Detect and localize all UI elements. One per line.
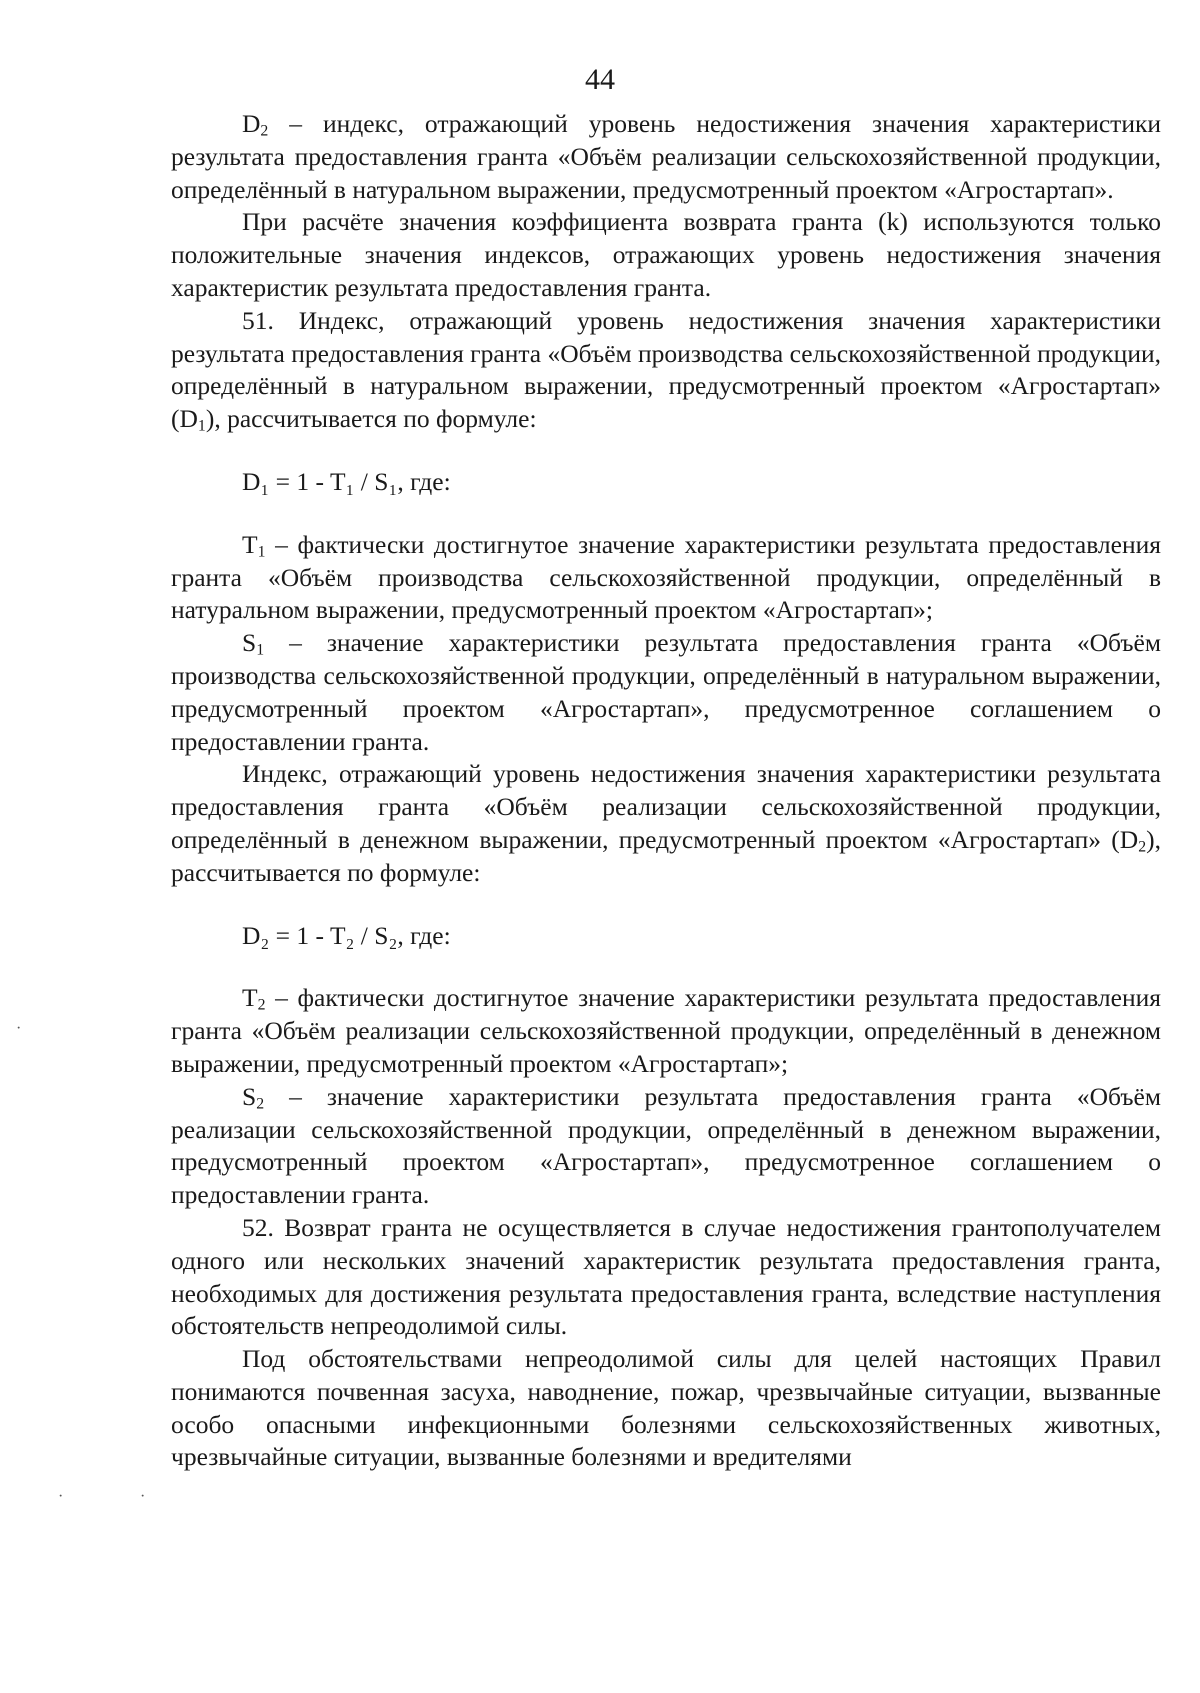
paragraph-lead-subscript: 1 (256, 641, 265, 659)
paragraph-lead: S (242, 628, 257, 658)
paragraph-s1-definition (171, 627, 1161, 758)
formula-d2: D₂ = 1 - T₂ / S₂, где: (242, 920, 451, 950)
paragraph-lead: T (242, 983, 258, 1013)
document-body (171, 108, 1161, 1474)
scan-speck: · (16, 1020, 22, 1037)
paragraph-51 (171, 305, 1161, 436)
formula-d1: D₁ = 1 - T₁ / S₁, где: (242, 466, 451, 496)
paragraph-t2-definition (171, 982, 1161, 1080)
paragraph-text: Под обстоятельствами непреодолимой силы для целей настоящих Правил понимаются почвенная засуха, наводнение, пожар, чрезвычайные ситуации, вызванные особо опасными инфекционными болезнями сельскохозяйственных животных, чрезвычайные ситуации, вызванные болезнями и вредителями (171, 1344, 1161, 1472)
scan-speck: · (58, 1488, 64, 1505)
paragraph-text: 52. Возврат гранта не осуществляется в случае недостижения грантополучателем одного или нескольких значений характеристик результата предоставления гранта, необходимых для достижения результата предоставления гранта, вследствие наступления обстоятельств непреодолимой силы. (171, 1212, 1161, 1341)
paragraph-positive-indices (171, 206, 1161, 304)
paragraph-tail: ), рассчитывается по формуле: (205, 404, 537, 434)
paragraph-lead: T (242, 529, 258, 559)
paragraph-text: – значение характеристики результата предоставления гранта «Объём реализации сельскохозяйственной продукции, определённый в денежном выражении, предусмотренный проектом «Агростартап», предусмотренное соглашением о предоставлении гранта. (171, 1081, 1161, 1210)
paragraph-lead: D (242, 109, 261, 138)
paragraph-tail-subscript: 1 (197, 417, 206, 435)
paragraph-text: Индекс, отражающий уровень недостижения значения характеристики результата предоставления гранта «Объём реализации сельскохозяйственной продукции, определённый в денежном выражении, предусмотренный проектом «Агростартап» (D (171, 759, 1161, 854)
paragraph-text: – значение характеристики результата предоставления гранта «Объём производства сельскохозяйственной продукции, определённый в натуральном выражении, предусмотренный проектом «Агростартап», предусмотренное соглашением о предоставлении гранта. (171, 628, 1161, 756)
paragraph-text: – индекс, отражающий уровень недостижения значения характеристики результата предоставления гранта «Объём реализации сельскохозяйственной продукции, определённый в натуральном выражении, предусмотренный проектом «Агростартап». (171, 109, 1161, 204)
scan-speck: · (140, 1488, 146, 1505)
paragraph-lead-subscript: 1 (257, 543, 266, 561)
paragraph-lead: S (242, 1081, 257, 1111)
paragraph-d2-definition (171, 108, 1161, 206)
paragraph-lead-subscript: 2 (260, 122, 269, 140)
paragraph-d2-index (171, 758, 1161, 889)
paragraph-text: – фактически достигнутое значение характеристики результата предоставления гранта «Объём реализации сельскохозяйственной продукции, определённый в денежном выражении, предусмотренный проектом «Агростартап»; (171, 983, 1161, 1078)
paragraph-text: – фактически достигнутое значение характеристики результата предоставления гранта «Объём производства сельскохозяйственной продукции, определённый в натуральном выражении, предусмотренный проектом «Агростартап»; (171, 529, 1161, 625)
page-number: 44 (585, 63, 615, 96)
paragraph-lead-subscript: 2 (257, 996, 266, 1014)
paragraph-52 (171, 1212, 1161, 1343)
paragraph-text: При расчёте значения коэффициента возврата гранта (k) используются только положительные значения индексов, отражающих уровень недостижения значения характеристик результата предоставления гранта. (171, 207, 1161, 302)
paragraph-tail: ), рассчитывается по формуле: (171, 824, 1161, 887)
paragraph-force-majeure (171, 1343, 1161, 1474)
paragraph-text: 51. Индекс, отражающий уровень недостижения значения характеристики результата предоставления гранта «Объём производства сельскохозяйственной продукции, определённый в натуральном выражении, предусмотренный проектом «Агростартап» (D (171, 305, 1161, 434)
paragraph-tail-subscript: 2 (1138, 838, 1147, 856)
paragraph-s2-definition (171, 1081, 1161, 1212)
paragraph-t1-definition (171, 529, 1161, 627)
paragraph-lead-subscript: 2 (256, 1095, 265, 1113)
